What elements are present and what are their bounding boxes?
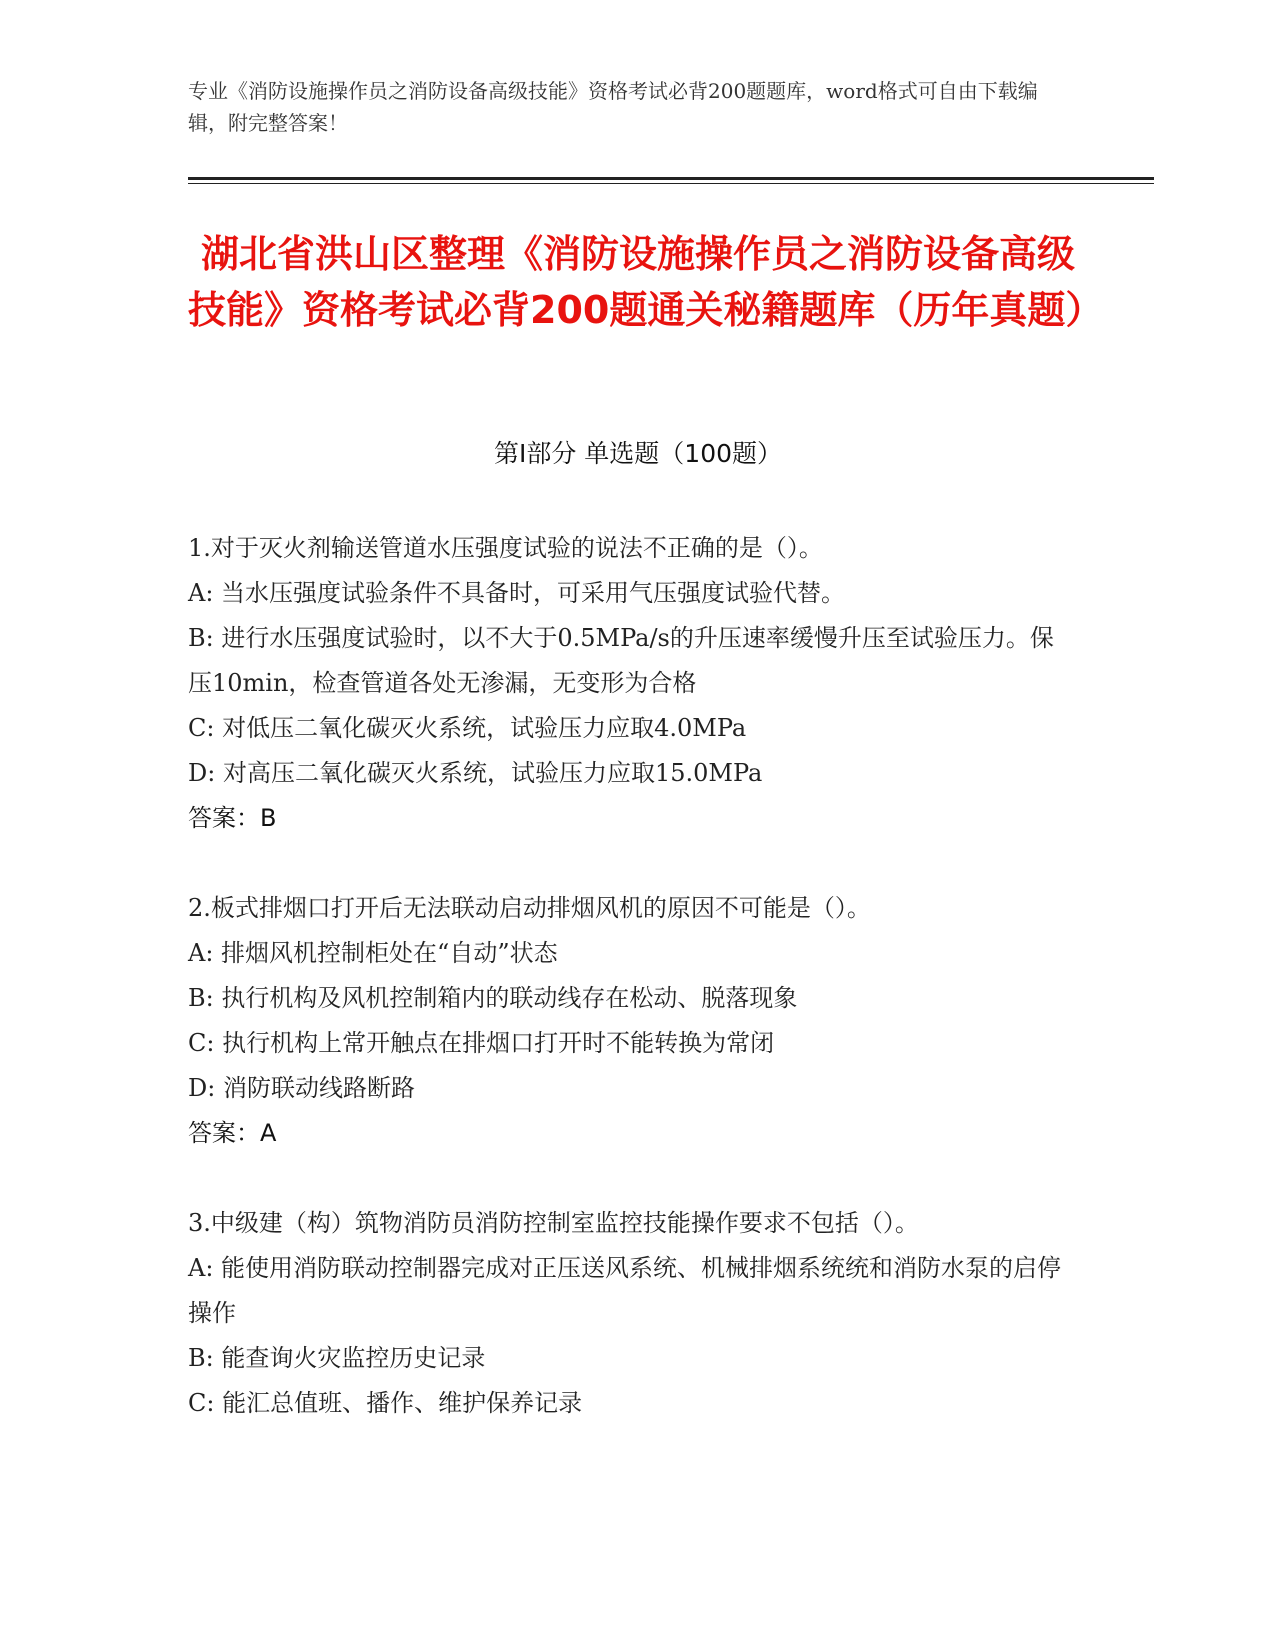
option-b: B: 进行水压强度试验时，以不大于0.5MPa/s的升压速率缓慢升压至试验压力。保压10min，检查管道各处无渗漏，无变形为合格 (188, 624, 1054, 697)
option-a: A: 当水压强度试验条件不具备时，可采用气压强度试验代替。 (188, 579, 846, 607)
option-a: A: 排烟风机控制柜处在“自动”状态 (188, 939, 558, 967)
question-list (188, 526, 1068, 1471)
option-d: D: 消防联动线路断路 (188, 1074, 415, 1102)
question-stem: 1.对于灭火剂输送管道水压强度试验的说法不正确的是（）。 (188, 534, 823, 562)
answer-line: 答案：A (188, 1119, 277, 1147)
section-heading: 第Ⅰ部分 单选题（100题） (493, 439, 783, 468)
header-rule-thick (188, 177, 1154, 180)
question-1 (188, 526, 1068, 841)
header-rule-thin (188, 183, 1154, 184)
document-title: 湖北省洪山区整理《消防设施操作员之消防设备高级技能》资格考试必背200题通关秘籍题库（历年真题） (188, 232, 1104, 332)
option-c: C: 能汇总值班、播作、维护保养记录 (188, 1389, 583, 1417)
option-b: B: 执行机构及风机控制箱内的联动线存在松动、脱落现象 (188, 984, 798, 1012)
question-2 (188, 886, 1068, 1156)
option-a: A: 能使用消防联动控制器完成对正压送风系统、机械排烟系统统和消防水泵的启停操作 (188, 1254, 1062, 1327)
option-c: C: 执行机构上常开触点在排烟口打开时不能转换为常闭 (188, 1029, 775, 1057)
question-stem: 2.板式排烟口打开后无法联动启动排烟风机的原因不可能是（）。 (188, 894, 871, 922)
header-note: 专业《消防设施操作员之消防设备高级技能》资格考试必背200题题库，word格式可自由下载编辑，附完整答案！ (188, 79, 1038, 135)
question-3 (188, 1201, 1068, 1426)
question-stem: 3.中级建（构）筑物消防员消防控制室监控技能操作要求不包括（）。 (188, 1209, 919, 1237)
option-d: D: 对高压二氧化碳灭火系统，试验压力应取15.0MPa (188, 759, 763, 787)
option-c: C: 对低压二氧化碳灭火系统，试验压力应取4.0MPa (188, 714, 747, 742)
option-b: B: 能查询火灾监控历史记录 (188, 1344, 486, 1372)
answer-line: 答案：B (188, 804, 277, 832)
